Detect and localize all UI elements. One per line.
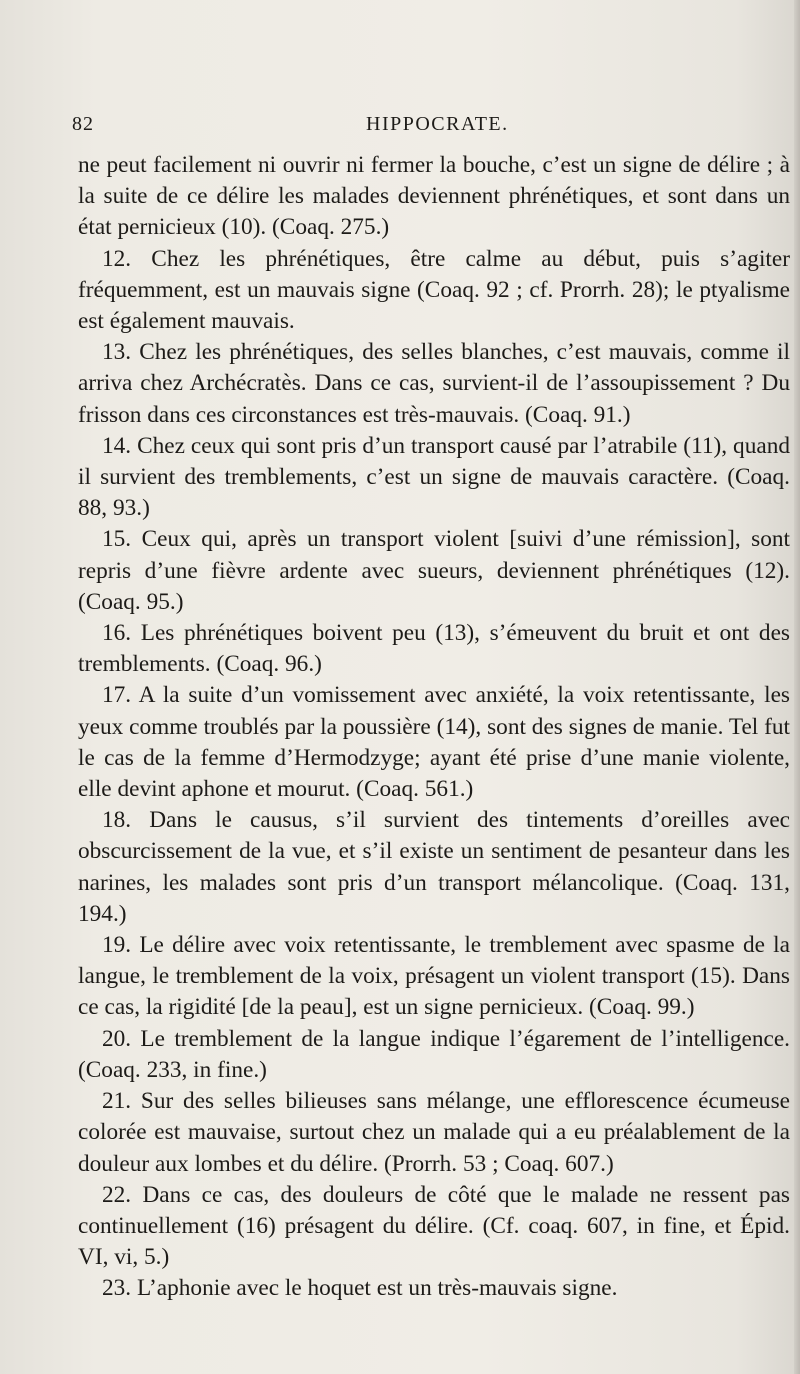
aphorism-23: 23. L’aphonie avec le hoquet est un très-mauvais signe. (102, 1275, 618, 1302)
page-number: 82 (72, 113, 94, 135)
page-header (72, 113, 792, 143)
aphorism-18: 18. Dans le causus, s’il survient des tintements d’oreilles avec obscurcissement de la vue, et s’il existe un sentiment de pesanteur dans les narines, les malades sont pris d’un transport mélancolique. (Coaq. 131, 194.) (78, 807, 790, 927)
page-edge-shadow (794, 0, 800, 1374)
aphorism-17: 17. A la suite d’un vomissement avec anxiété, la voix retentissante, les yeux comme troublés par la poussière (14), sont des signes de manie. Tel fut le cas de la femme d’Hermodzyge; ayant été prise d’une manie violente, elle devint aphone et mourut. (Coaq. 561.) (78, 682, 790, 803)
aphorism-20: 20. Le tremblement de la langue indique l’égarement de l’intelligence. (Coaq. 233, in fine.) (78, 1025, 790, 1083)
aphorism-22: 22. Dans ce cas, des douleurs de côté que le malade ne ressent pas continuellement (16) présagent du délire. (Cf. coaq. 607, in fine, et Épid. VI, vi, 5.) (78, 1181, 790, 1271)
body-text (78, 150, 790, 1305)
aphorism-13: 13. Chez les phrénétiques, des selles blanches, c’est mauvais, comme il arriva chez Archécratès. Dans ce cas, survient-il de l’assoupissement ? Du frisson dans ces circonstances est très-mauvais. (Coaq. 91.) (78, 339, 790, 428)
running-head: HIPPOCRATE. (366, 113, 509, 135)
aphorism-15: 15. Ceux qui, après un transport violent [suivi d’une rémission], sont repris d’une fièvre ardente avec sueurs, deviennent phrénétiques (12). (Coaq. 95.) (78, 526, 790, 615)
aphorism-19: 19. Le délire avec voix retentissante, le tremblement avec spasme de la langue, le tremblement de la voix, présagent un violent transport (15). Dans ce cas, la rigidité [de la peau], est un signe pernicieux. (Coaq. 99.) (78, 932, 790, 1021)
aphorism-14: 14. Chez ceux qui sont pris d’un transport causé par l’atrabile (11), quand il survient des tremblements, c’est un signe de mauvais caractère. (Coaq. 88, 93.) (78, 432, 790, 522)
aphorism-16: 16. Les phrénétiques boivent peu (13), s’émeuvent du bruit et ont des tremblements. (Coaq. 96.) (78, 620, 790, 678)
aphorism-12: 12. Chez les phrénétiques, être calme au début, puis s’agiter fréquemment, est un mauvais signe (Coaq. 92 ; cf. Prorrh. 28); le ptyalisme est également mauvais. (78, 245, 790, 335)
aphorism-21: 21. Sur des selles bilieuses sans mélange, une efflorescence écumeuse colorée est mauvaise, surtout chez un malade qui a eu préalablement de la douleur aux lombes et du délire. (Prorrh. 53 ; Coaq. 607.) (78, 1088, 790, 1177)
paragraph-continuation: ne peut facilement ni ouvrir ni fermer la bouche, c’est un signe de délire ; à la suite de ce délire les malades deviennent phrénétiques, et sont dans un état pernicieux (10). (Coaq. 275.) (78, 152, 790, 241)
